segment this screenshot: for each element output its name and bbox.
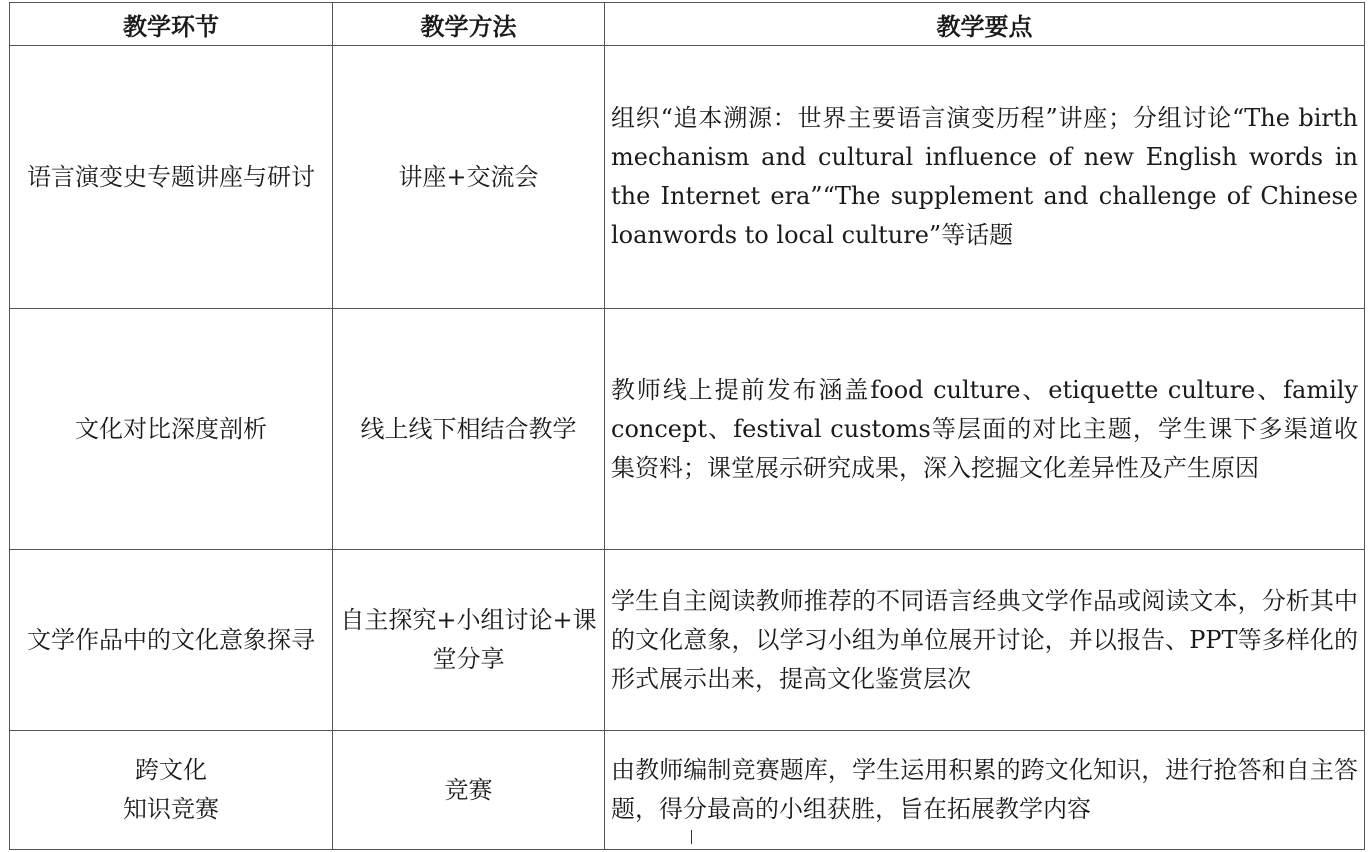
stage-cell [10,46,333,309]
method-cell [333,731,605,850]
points-text: 组织“追本溯源：世界主要语言演变历程”讲座；分组讨论“The birth mechanism and cultural influence of new English words in the Internet era”“The supplement and challenge of Chinese loanwords to local culture”等话题 [611,104,1358,249]
stage-cell [10,731,333,850]
stage-cell [10,309,333,550]
header-row [10,3,1365,46]
stage-text: 语言演变史专题讲座与研讨 [27,162,315,191]
points-text: 学生自主阅读教师推荐的不同语言经典文学作品或阅读文本，分析其中的文化意象，以学习小组为单位展开讨论，并以报告、PPT等多样化的形式展示出来，提高文化鉴赏层次 [611,586,1358,693]
method-cell [333,46,605,309]
points-cell [605,309,1365,550]
method-cell [333,309,605,550]
table-row [10,309,1365,550]
method-text: 讲座+交流会 [398,162,539,191]
points-cell [605,550,1365,731]
points-cell [605,46,1365,309]
table-row [10,731,1365,850]
points-cell [605,731,1365,850]
method-text: 自主探究+小组讨论+课堂分享 [340,606,597,673]
table-row [10,46,1365,309]
stage-text: 文化对比深度剖析 [75,414,267,443]
points-text: 教师线上提前发布涵盖food culture、etiquette culture、family concept、festival customs等层面的对比主题，学生课下多渠道收集资料；课堂展示研究成果，深入挖掘文化差异性及产生原因 [611,375,1358,482]
method-cell [333,550,605,731]
stage-cell [10,550,333,731]
stage-text: 文学作品中的文化意象探寻 [27,625,315,654]
teaching-plan-table [9,2,1365,850]
header-method: 教学方法 [333,3,605,46]
points-text: 由教师编制竞赛题库，学生运用积累的跨文化知识，进行抢答和自主答题，得分最高的小组获胜，旨在拓展教学内容 [611,756,1358,823]
header-points: 教学要点 [605,3,1365,46]
header-stage: 教学环节 [10,3,333,46]
text-cursor [691,830,692,844]
table-row [10,550,1365,731]
method-text: 竞赛 [444,775,493,804]
method-text: 线上线下相结合教学 [360,414,577,443]
stage-text: 跨文化 知识竞赛 [123,756,219,823]
